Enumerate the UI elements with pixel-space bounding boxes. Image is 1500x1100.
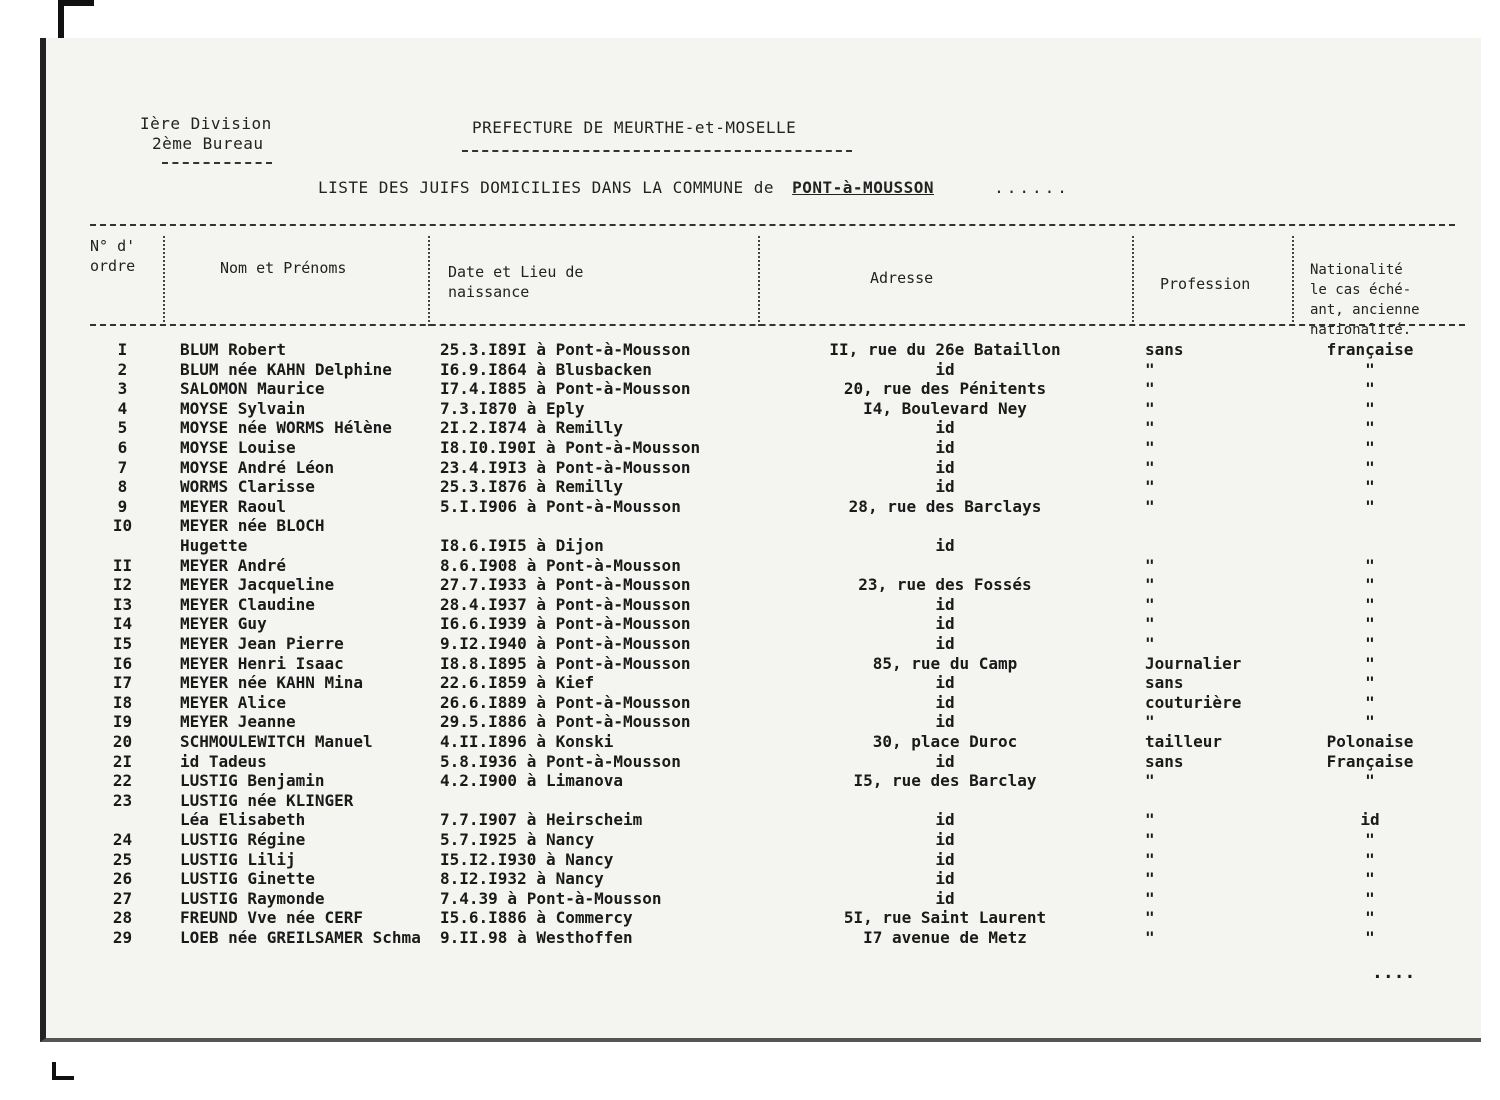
row-address: id — [935, 418, 955, 437]
row-number: 29 — [112, 928, 133, 947]
table-row — [0, 634, 1500, 653]
row-nationality: " — [1365, 771, 1375, 790]
division-label: Ière Division — [140, 114, 272, 133]
row-nationality: " — [1365, 908, 1375, 927]
row-name: MEYER Jean Pierre — [180, 634, 344, 653]
row-number: 26 — [112, 869, 133, 888]
table-row — [0, 810, 1500, 829]
row-number: 2I — [112, 752, 133, 771]
row-birth: 7.4.39 à Pont-à-Mousson — [440, 889, 662, 908]
table-row — [0, 438, 1500, 457]
column-header-nationality: Nationalité le cas éché- ant, ancienne nationalité. — [1310, 262, 1420, 338]
row-address: 85, rue du Camp — [872, 654, 1018, 673]
table-top-rule — [90, 224, 1455, 226]
row-profession: " — [1145, 928, 1155, 947]
row-name: MEYER née KAHN Mina — [180, 673, 364, 692]
row-name: MEYER Raoul — [180, 497, 286, 516]
row-birth: 2I.2.I874 à Remilly — [440, 418, 624, 437]
row-number: I0 — [112, 516, 133, 535]
row-address: id — [935, 673, 955, 692]
column-header-profession: Profession — [1160, 275, 1251, 293]
row-name: LOEB née GREILSAMER Schma — [180, 928, 421, 947]
bureau-label: 2ème Bureau — [152, 134, 264, 153]
row-name: LUSTIG Ginette — [180, 869, 315, 888]
row-name: MOYSE Sylvain — [180, 399, 306, 418]
column-header-number: N° d' ordre — [90, 237, 136, 275]
row-profession: sans — [1145, 340, 1184, 359]
row-name: LUSTIG Lilij — [180, 850, 296, 869]
row-number: 3 — [117, 379, 128, 398]
row-nationality: " — [1365, 497, 1375, 516]
divider — [162, 162, 272, 164]
table-row — [0, 340, 1500, 359]
row-address: id — [935, 360, 955, 379]
row-name: FREUND Vve née CERF — [180, 908, 364, 927]
row-number: 28 — [112, 908, 133, 927]
row-nationality: " — [1365, 399, 1375, 418]
row-number: I5 — [112, 634, 133, 653]
column-separator — [163, 236, 165, 326]
row-number: I9 — [112, 712, 133, 731]
row-name: LUSTIG Régine — [180, 830, 306, 849]
table-row — [0, 536, 1500, 555]
row-address: id — [935, 830, 955, 849]
row-name: SALOMON Maurice — [180, 379, 325, 398]
table-row — [0, 830, 1500, 849]
row-number: I8 — [112, 693, 133, 712]
row-address: id — [935, 536, 955, 555]
row-address: id — [935, 712, 955, 731]
row-name: LUSTIG Raymonde — [180, 889, 325, 908]
table-row — [0, 791, 1500, 810]
row-birth: 23.4.I9I3 à Pont-à-Mousson — [440, 458, 691, 477]
row-birth: 8.I2.I932 à Nancy — [440, 869, 604, 888]
table-row — [0, 850, 1500, 869]
row-name: BLUM née KAHN Delphine — [180, 360, 392, 379]
row-profession: " — [1145, 634, 1155, 653]
row-birth: 7.7.I907 à Heirscheim — [440, 810, 643, 829]
row-name: MEYER Claudine — [180, 595, 315, 614]
row-address: I7 avenue de Metz — [863, 928, 1027, 947]
row-birth: 27.7.I933 à Pont-à-Mousson — [440, 575, 691, 594]
row-name: LUSTIG Benjamin — [180, 771, 325, 790]
row-birth: 4.II.I896 à Konski — [440, 732, 614, 751]
row-number: I7 — [112, 673, 133, 692]
row-profession: " — [1145, 477, 1155, 496]
row-number: I2 — [112, 575, 133, 594]
row-birth: 8.6.I908 à Pont-à-Mousson — [440, 556, 681, 575]
row-profession: " — [1145, 771, 1155, 790]
row-profession: " — [1145, 556, 1155, 575]
row-profession: sans — [1145, 752, 1184, 771]
row-number: 4 — [117, 399, 128, 418]
row-profession: " — [1145, 712, 1155, 731]
row-profession: " — [1145, 575, 1155, 594]
table-row — [0, 712, 1500, 731]
row-profession: " — [1145, 810, 1155, 829]
table-row — [0, 399, 1500, 418]
row-nationality: " — [1365, 575, 1375, 594]
table-row — [0, 556, 1500, 575]
row-number: 23 — [112, 791, 133, 810]
table-row — [0, 889, 1500, 908]
row-address: id — [935, 438, 955, 457]
row-birth: I5.I2.I930 à Nancy — [440, 850, 614, 869]
row-nationality: Française — [1326, 752, 1414, 771]
row-name: MEYER Jeanne — [180, 712, 296, 731]
row-name: MOYSE André Léon — [180, 458, 335, 477]
column-separator — [1132, 236, 1134, 326]
row-birth: 7.3.I870 à Eply — [440, 399, 585, 418]
table-row — [0, 654, 1500, 673]
table-row — [0, 595, 1500, 614]
row-nationality: " — [1365, 595, 1375, 614]
row-birth: 5.I.I906 à Pont-à-Mousson — [440, 497, 681, 516]
row-number: 25 — [112, 850, 133, 869]
column-header-address: Adresse — [870, 269, 934, 287]
column-header-name: Nom et Prénoms — [220, 259, 347, 277]
row-nationality: " — [1365, 438, 1375, 457]
row-birth: 5.7.I925 à Nancy — [440, 830, 595, 849]
row-number: 20 — [112, 732, 133, 751]
row-address: id — [935, 634, 955, 653]
row-name: MEYER Alice — [180, 693, 286, 712]
table-row — [0, 458, 1500, 477]
row-nationality: " — [1365, 654, 1375, 673]
table-row — [0, 575, 1500, 594]
row-nationality: " — [1365, 360, 1375, 379]
column-separator — [428, 236, 430, 326]
row-birth: I5.6.I886 à Commercy — [440, 908, 633, 927]
row-nationality: française — [1326, 340, 1414, 359]
row-address: II, rue du 26e Bataillon — [829, 340, 1061, 359]
table-row — [0, 928, 1500, 947]
row-profession: " — [1145, 869, 1155, 888]
divider — [462, 150, 852, 152]
row-birth: 29.5.I886 à Pont-à-Mousson — [440, 712, 691, 731]
row-birth: I8.8.I895 à Pont-à-Mousson — [440, 654, 691, 673]
row-name: MEYER Guy — [180, 614, 267, 633]
row-address: 28, rue des Barclays — [848, 497, 1042, 516]
column-separator — [758, 236, 760, 326]
row-name: Hugette — [180, 536, 248, 555]
row-name: Léa Elisabeth — [180, 810, 306, 829]
row-address: id — [935, 889, 955, 908]
table-row — [0, 477, 1500, 496]
row-profession: " — [1145, 497, 1155, 516]
scan-corner-mark-bottom — [52, 1062, 74, 1080]
row-name: MEYER André — [180, 556, 286, 575]
row-address: 5I, rue Saint Laurent — [843, 908, 1047, 927]
row-name: id Tadeus — [180, 752, 267, 771]
row-birth: 28.4.I937 à Pont-à-Mousson — [440, 595, 691, 614]
row-profession: sans — [1145, 673, 1184, 692]
row-birth: 9.I2.I940 à Pont-à-Mousson — [440, 634, 691, 653]
row-nationality: " — [1365, 889, 1375, 908]
row-birth: I8.6.I9I5 à Dijon — [440, 536, 604, 555]
row-address: I5, rue des Barclay — [853, 771, 1037, 790]
row-birth: 22.6.I859 à Kief — [440, 673, 595, 692]
row-address: id — [935, 810, 955, 829]
row-number: 6 — [117, 438, 128, 457]
row-profession: tailleur — [1145, 732, 1223, 751]
row-number: 9 — [117, 497, 128, 516]
row-number: 24 — [112, 830, 133, 849]
row-birth: 4.2.I900 à Limanova — [440, 771, 624, 790]
row-birth: 9.II.98 à Westhoffen — [440, 928, 633, 947]
row-name: MEYER Jacqueline — [180, 575, 335, 594]
row-profession: Journalier — [1145, 654, 1242, 673]
row-birth: 25.3.I89I à Pont-à-Mousson — [440, 340, 691, 359]
column-header-date: Date et Lieu de naissance — [448, 263, 584, 301]
table-row — [0, 673, 1500, 692]
prefecture-title: PREFECTURE DE MEURTHE-et-MOSELLE — [472, 118, 797, 137]
row-number: 27 — [112, 889, 133, 908]
row-name: MEYER née BLOCH — [180, 516, 325, 535]
scan-corner-mark — [58, 0, 94, 38]
row-profession: " — [1145, 458, 1155, 477]
row-number: I3 — [112, 595, 133, 614]
row-birth: 5.8.I936 à Pont-à-Mousson — [440, 752, 681, 771]
row-nationality: " — [1365, 693, 1375, 712]
row-birth: I8.I0.I90I à Pont-à-Mousson — [440, 438, 701, 457]
row-birth: I7.4.I885 à Pont-à-Mousson — [440, 379, 691, 398]
table-row — [0, 732, 1500, 751]
table-row — [0, 516, 1500, 535]
table-row — [0, 869, 1500, 888]
row-number: II — [112, 556, 133, 575]
row-nationality: " — [1365, 379, 1375, 398]
row-name: MEYER Henri Isaac — [180, 654, 344, 673]
row-profession: couturière — [1145, 693, 1242, 712]
table-row — [0, 614, 1500, 633]
row-address: id — [935, 693, 955, 712]
row-nationality: " — [1365, 418, 1375, 437]
continuation-marker: .... — [1372, 962, 1416, 983]
row-nationality: " — [1365, 712, 1375, 731]
table-row — [0, 771, 1500, 790]
list-title: LISTE DES JUIFS DOMICILIES DANS LA COMMUNE de PONT-à-MOUSSON ...... — [318, 178, 1070, 197]
row-name: WORMS Clarisse — [180, 477, 315, 496]
row-profession: " — [1145, 399, 1155, 418]
row-address: I4, Boulevard Ney — [863, 399, 1027, 418]
table-row — [0, 908, 1500, 927]
table-row — [0, 497, 1500, 516]
row-profession: " — [1145, 438, 1155, 457]
row-nationality: " — [1365, 928, 1375, 947]
row-nationality: " — [1365, 634, 1375, 653]
row-name: MOYSE née WORMS Hélène — [180, 418, 392, 437]
row-number: 7 — [117, 458, 128, 477]
row-number: 5 — [117, 418, 128, 437]
row-profession: " — [1145, 850, 1155, 869]
row-profession: " — [1145, 889, 1155, 908]
row-profession: " — [1145, 360, 1155, 379]
row-nationality: id — [1360, 810, 1380, 829]
row-name: MOYSE Louise — [180, 438, 296, 457]
table-row — [0, 693, 1500, 712]
table-row — [0, 752, 1500, 771]
row-name: SCHMOULEWITCH Manuel — [180, 732, 373, 751]
row-number: I — [117, 340, 128, 359]
row-nationality: " — [1365, 850, 1375, 869]
row-birth: I6.6.I939 à Pont-à-Mousson — [440, 614, 691, 633]
row-nationality: " — [1365, 869, 1375, 888]
row-nationality: Polonaise — [1326, 732, 1414, 751]
row-birth: 25.3.I876 à Remilly — [440, 477, 624, 496]
row-number: 22 — [112, 771, 133, 790]
row-address: 23, rue des Fossés — [858, 575, 1032, 594]
row-nationality: " — [1365, 614, 1375, 633]
row-address: 30, place Duroc — [872, 732, 1018, 751]
row-profession: " — [1145, 595, 1155, 614]
row-birth: 26.6.I889 à Pont-à-Mousson — [440, 693, 691, 712]
row-nationality: " — [1365, 458, 1375, 477]
row-address: id — [935, 595, 955, 614]
table-header-rule — [90, 324, 1465, 326]
row-birth: I6.9.I864 à Blusbacken — [440, 360, 652, 379]
table-row — [0, 418, 1500, 437]
row-name: LUSTIG née KLINGER — [180, 791, 354, 810]
row-nationality: " — [1365, 673, 1375, 692]
row-profession: " — [1145, 418, 1155, 437]
row-address: id — [935, 477, 955, 496]
row-address: id — [935, 850, 955, 869]
row-address: id — [935, 614, 955, 633]
row-number: 2 — [117, 360, 128, 379]
row-profession: " — [1145, 379, 1155, 398]
row-number: I6 — [112, 654, 133, 673]
column-separator — [1292, 236, 1294, 326]
list-title-prefix: LISTE DES JUIFS DOMICILIES DANS LA COMMUNE de — [318, 178, 774, 197]
row-profession: " — [1145, 908, 1155, 927]
row-nationality: " — [1365, 477, 1375, 496]
row-address: 20, rue des Pénitents — [843, 379, 1047, 398]
row-nationality: " — [1365, 830, 1375, 849]
commune-name: PONT-à-MOUSSON — [792, 178, 934, 197]
table-row — [0, 379, 1500, 398]
row-address: id — [935, 752, 955, 771]
row-profession: " — [1145, 614, 1155, 633]
row-profession: " — [1145, 830, 1155, 849]
row-number: 8 — [117, 477, 128, 496]
row-number: I4 — [112, 614, 133, 633]
row-address: id — [935, 458, 955, 477]
row-name: BLUM Robert — [180, 340, 286, 359]
row-address: id — [935, 869, 955, 888]
row-nationality: " — [1365, 556, 1375, 575]
table-row — [0, 360, 1500, 379]
